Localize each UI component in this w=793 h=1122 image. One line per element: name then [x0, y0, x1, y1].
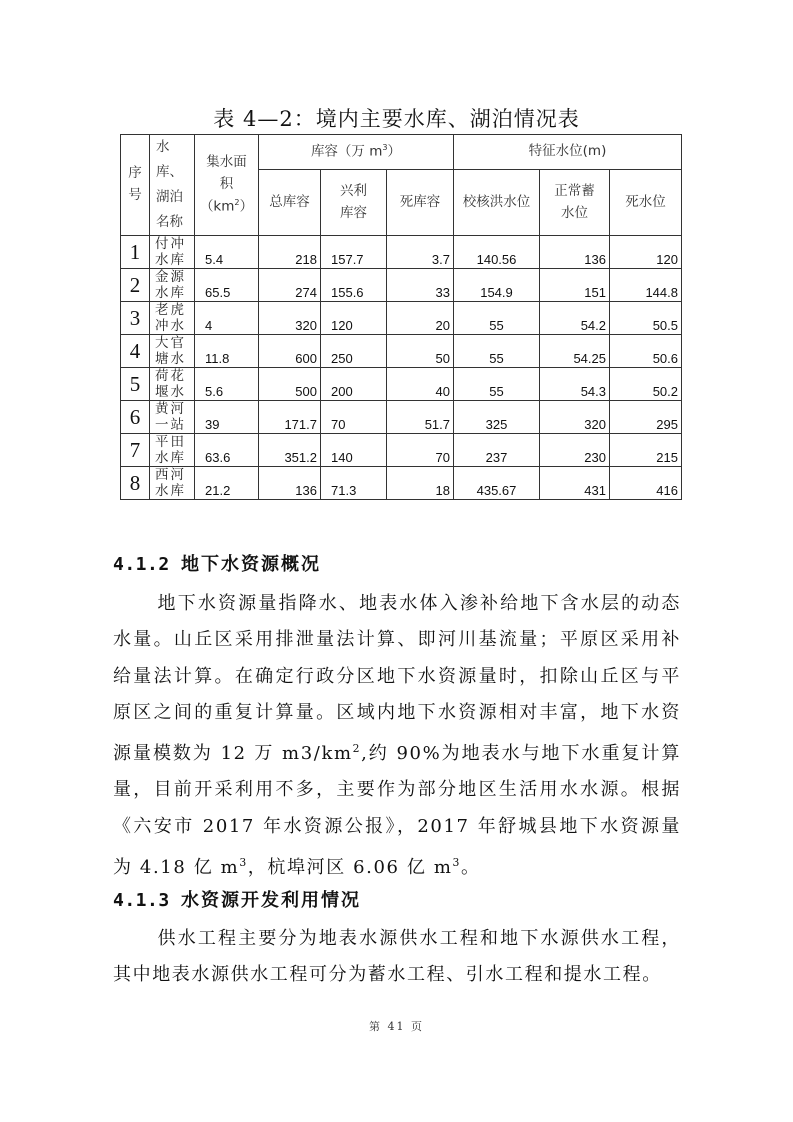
cell-normal: 54.25 — [540, 335, 610, 368]
cell-area: 65.5 — [195, 269, 259, 302]
cell-total: 600 — [259, 335, 321, 368]
cell-name: 金源水库 — [150, 269, 195, 302]
table-row — [121, 368, 682, 401]
cell-dead-level: 50.5 — [610, 302, 682, 335]
cell-dead-level: 295 — [610, 401, 682, 434]
cell-check-flood: 55 — [454, 368, 540, 401]
cell-name: 西河水库 — [150, 467, 195, 500]
cell-index: 8 — [121, 467, 150, 500]
table-row — [121, 401, 682, 434]
cell-index: 2 — [121, 269, 150, 302]
header-capacity-group: 库容（万 $m^3$） — [259, 135, 454, 170]
cell-dead: 50 — [387, 335, 454, 368]
cell-check-flood: 325 — [454, 401, 540, 434]
cell-useful: 250 — [321, 335, 387, 368]
cell-area: 4 — [195, 302, 259, 335]
cell-check-flood: 435.67 — [454, 467, 540, 500]
cell-area: 11.8 — [195, 335, 259, 368]
header-normal: 正常蓄水位 — [540, 170, 610, 236]
cell-index: 1 — [121, 236, 150, 269]
table-row — [121, 335, 682, 368]
cell-normal: 54.2 — [540, 302, 610, 335]
header-check-flood: 校核洪水位 — [454, 170, 540, 236]
cell-dead: 51.7 — [387, 401, 454, 434]
cell-dead: 18 — [387, 467, 454, 500]
cell-dead: 3.7 — [387, 236, 454, 269]
cell-index: 4 — [121, 335, 150, 368]
cell-dead-level: 144.8 — [610, 269, 682, 302]
cell-normal: 431 — [540, 467, 610, 500]
cell-check-flood: 55 — [454, 302, 540, 335]
header-level-group: 特征水位(m) — [454, 135, 682, 170]
cell-name: 付冲水库 — [150, 236, 195, 269]
cell-check-flood: 140.56 — [454, 236, 540, 269]
cell-total: 171.7 — [259, 401, 321, 434]
cell-dead: 40 — [387, 368, 454, 401]
cell-dead-level: 416 — [610, 467, 682, 500]
section-heading-412: 4.1.2 地下水资源概况 — [113, 554, 322, 575]
cell-area: 5.6 — [195, 368, 259, 401]
section-412-paragraph: 地下水资源量指降水、地表水体入渗补给地下含水层的动态水量。山丘区采用排泄量法计算、即河川基流量；平原区采用补给量法计算。在确定行政分区地下水资源量时，扣除山丘区与平原区之间的重复计算量。区域内地下水资源相对丰富，地下水资源量模数为 12 万 $m3/km^2$,约 90%为地表水与地下水重复计算量，目前开采利用不多，主要作为部分地区生活用水水源。根据《六安市 2017 年水资源公报》，2017 年舒城县地下水资源量为 4.18 亿 $m^3$，杭埠河区 6.06 亿 $m^3$。 — [113, 593, 682, 879]
cell-total: 136 — [259, 467, 321, 500]
cell-total: 500 — [259, 368, 321, 401]
cell-normal: 136 — [540, 236, 610, 269]
cell-total: 218 — [259, 236, 321, 269]
cell-dead-level: 50.2 — [610, 368, 682, 401]
cell-useful: 70 — [321, 401, 387, 434]
cell-area: 63.6 — [195, 434, 259, 467]
cell-dead: 33 — [387, 269, 454, 302]
section-413-paragraph: 供水工程主要分为地表水源供水工程和地下水源供水工程，其中地表水源供水工程可分为蓄水工程、引水工程和提水工程。 — [113, 928, 681, 986]
cell-dead: 70 — [387, 434, 454, 467]
cell-name: 老虎冲水 — [150, 302, 195, 335]
cell-total: 351.2 — [259, 434, 321, 467]
cell-check-flood: 237 — [454, 434, 540, 467]
cell-normal: 230 — [540, 434, 610, 467]
cell-total: 274 — [259, 269, 321, 302]
reservoir-table — [120, 134, 682, 500]
cell-normal: 320 — [540, 401, 610, 434]
cell-index: 6 — [121, 401, 150, 434]
cell-index: 7 — [121, 434, 150, 467]
cell-name: 荷花堰水 — [150, 368, 195, 401]
cell-useful: 120 — [321, 302, 387, 335]
table-row — [121, 236, 682, 269]
cell-normal: 54.3 — [540, 368, 610, 401]
cell-dead-level: 50.6 — [610, 335, 682, 368]
cell-area: 39 — [195, 401, 259, 434]
header-total: 总库容 — [259, 170, 321, 236]
table-row — [121, 269, 682, 302]
header-area: 集水面 积$(km^2)$ — [195, 135, 259, 236]
header-useful: 兴利库容 — [321, 170, 387, 236]
cell-dead-level: 215 — [610, 434, 682, 467]
cell-useful: 71.3 — [321, 467, 387, 500]
header-dead: 死库容 — [387, 170, 454, 236]
cell-useful: 155.6 — [321, 269, 387, 302]
header-dead-level: 死水位 — [610, 170, 682, 236]
cell-useful: 200 — [321, 368, 387, 401]
page-number: 第 41 页 — [369, 1020, 424, 1033]
cell-check-flood: 154.9 — [454, 269, 540, 302]
table-row — [121, 467, 682, 500]
cell-index: 5 — [121, 368, 150, 401]
section-heading-413: 4.1.3 水资源开发利用情况 — [113, 890, 362, 911]
cell-total: 320 — [259, 302, 321, 335]
cell-area: 5.4 — [195, 236, 259, 269]
cell-area: 21.2 — [195, 467, 259, 500]
cell-name: 大官塘水 — [150, 335, 195, 368]
cell-dead: 20 — [387, 302, 454, 335]
cell-index: 3 — [121, 302, 150, 335]
table-row — [121, 302, 682, 335]
header-index: 序号 — [121, 135, 150, 236]
header-name: 水库、湖泊名称 — [150, 135, 195, 236]
cell-useful: 140 — [321, 434, 387, 467]
cell-check-flood: 55 — [454, 335, 540, 368]
cell-useful: 157.7 — [321, 236, 387, 269]
cell-normal: 151 — [540, 269, 610, 302]
cell-dead-level: 120 — [610, 236, 682, 269]
cell-name: 平田水库 — [150, 434, 195, 467]
cell-name: 黄河一站 — [150, 401, 195, 434]
table-caption: 表 4—2：境内主要水库、湖泊情况表 — [213, 107, 580, 131]
table-row — [121, 434, 682, 467]
